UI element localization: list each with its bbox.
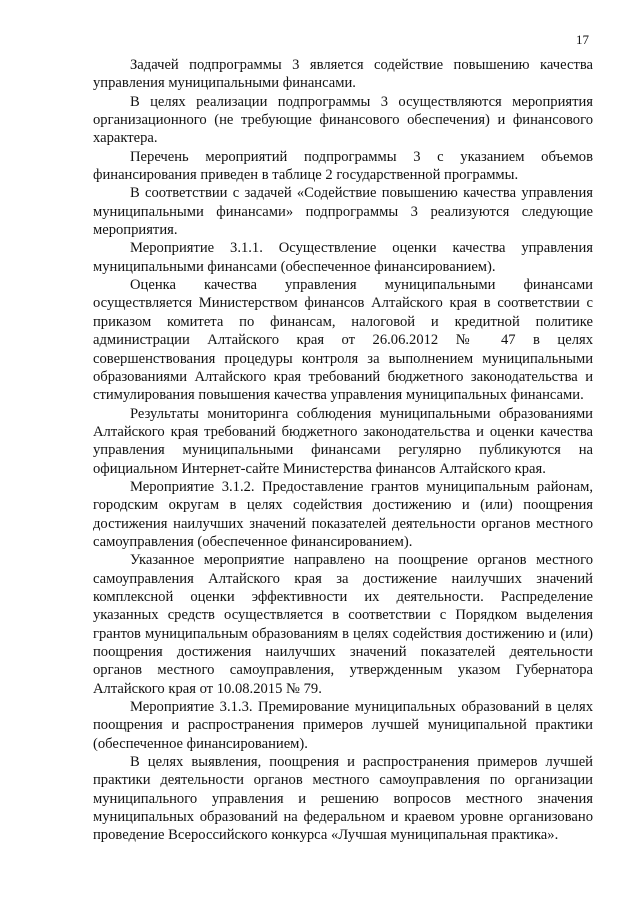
page-number: 17 — [576, 32, 589, 47]
paragraph-activities-list: Перечень мероприятий подпрограммы 3 с указанием объемов финансирования приведен в таблице 2 государственной программы. — [93, 148, 593, 184]
paragraph-best-practice-contest: В целях выявления, поощрения и распространения примеров лучшей практики деятельности органов местного самоуправления по организации муниципального управления и решению вопросов местного значения муниципальных образований на федеральном и краевом уровне организовано проведение Всероссийского конкурса «Лучшая муниципальная практика». — [93, 754, 593, 844]
paragraph-task: Задачей подпрограммы 3 является содействие повышению качества управления муниципальными финансами. — [93, 57, 593, 92]
paragraph-monitoring-results: Результаты мониторинга соблюдения муниципальными образованиями Алтайского края требований бюджетного законодательства и оценки качества управления муниципальными финансами регулярно публикуются на официальном Интернет-сайте Министерства финансов Алтайского края. — [93, 405, 593, 477]
paragraph-task-activities: В соответствии с задачей «Содействие повышению качества управления муниципальными финансами» подпрограммы 3 реализуются следующие мероприятия. — [93, 185, 593, 239]
paragraph-activity-3-1-2: Мероприятие 3.1.2. Предоставление грантов муниципальным районам, городским округам в целях содействия достижению и (или) поощрения достижения наилучших значений показателей деятельности органов местного самоуправления (обеспеченное финансированием). — [93, 478, 593, 550]
document-body — [93, 56, 593, 845]
paragraph-activity-3-1-1: Мероприятие 3.1.1. Осуществление оценки качества управления муниципальными финансами (обеспеченное финансированием). — [93, 240, 593, 275]
paragraph-implementation: В целях реализации подпрограммы 3 осуществляются мероприятия организационного (не требующие финансового обеспечения) и финансового характера. — [93, 93, 593, 147]
paragraph-activity-3-1-3: Мероприятие 3.1.3. Премирование муниципальных образований в целях поощрения и распространения примеров лучшей муниципальной практики (обеспеченное финансированием). — [93, 699, 593, 752]
paragraph-quality-assessment: Оценка качества управления муниципальными финансами осуществляется Министерством финансов Алтайского края в соответствии с приказом комитета по финансам, налоговой и кредитной политике администрации Алтайского края от 26.06.2012 № 47 в целях совершенствования процедуры контроля за выполнением муниципальными образованиями Алтайского края требований бюджетного законодательства и стимулирования повышения качества управления муниципальных финансами. — [93, 277, 593, 404]
paragraph-grants-description: Указанное мероприятие направлено на поощрение органов местного самоуправления Алтайского края за достижение наилучших значений комплексной оценки эффективности их деятельности. Распределение указанных средств осуществляется в соответствии с Порядком выделения грантов муниципальным образованиям в целях содействия достижению и (или) поощрения достижения наилучших значений показателей деятельности органов местного самоуправления, утвержденным указом Губернатора Алтайского края от 10.08.2015 № 79. — [93, 552, 593, 697]
